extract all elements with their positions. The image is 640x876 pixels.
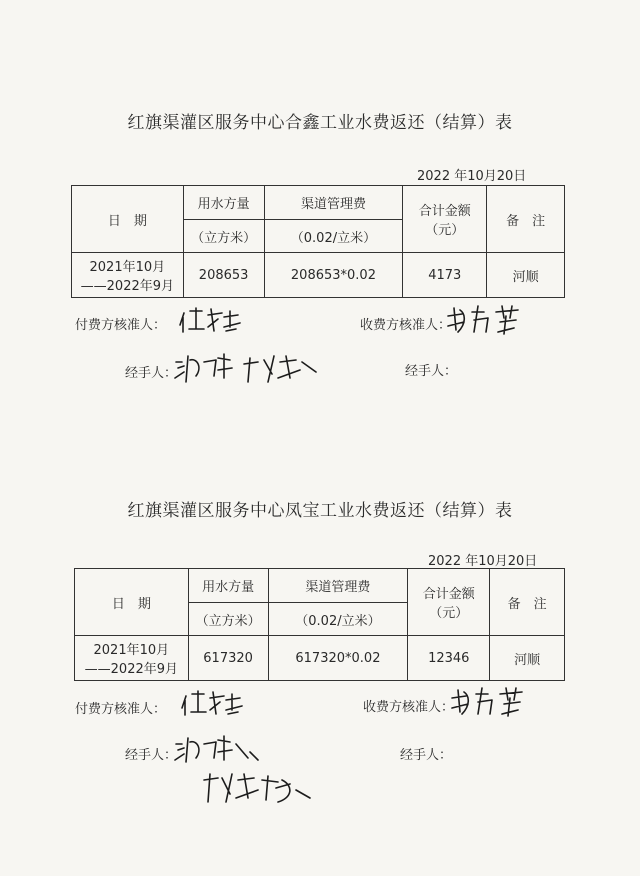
- handler-label-left: 经手人：: [125, 366, 178, 381]
- cell-total: 12346: [408, 636, 490, 681]
- header-fee: 渠道管理费: [264, 186, 403, 220]
- form-title: 红旗渠灌区服务中心凤宝工业水费返还（结算）表: [127, 501, 513, 521]
- header-note: 备 注: [487, 186, 565, 253]
- period-start: 2021年10月: [93, 643, 170, 658]
- fee-table: [71, 185, 565, 298]
- header-total: [408, 569, 490, 636]
- payer-reviewer-label: 付费方核准人：: [75, 702, 167, 717]
- header-fee-rate: （0.02/立米）: [264, 220, 403, 253]
- payee-reviewer-signature: [444, 302, 526, 338]
- payer-reviewer-label: 付费方核准人：: [75, 318, 167, 333]
- payer-reviewer-signature: [178, 305, 246, 335]
- header-total-unit: （元）: [425, 223, 465, 238]
- header-volume: 用水方量: [183, 186, 264, 220]
- payee-reviewer-signature: [448, 684, 530, 720]
- header-total: [403, 186, 487, 253]
- header-total-label: 合计金额: [418, 204, 471, 219]
- header-volume: 用水方量: [188, 569, 268, 603]
- cell-volume: 208653: [183, 253, 264, 298]
- payer-reviewer-signature: [180, 688, 248, 718]
- header-fee: 渠道管理费: [268, 569, 408, 603]
- handler-signature-left-second: [198, 768, 318, 808]
- handler-signature-left: [172, 348, 322, 388]
- header-date: 日 期: [75, 569, 189, 636]
- header-date: 日 期: [72, 186, 184, 253]
- cell-total: 4173: [403, 253, 487, 298]
- cell-period: [72, 253, 184, 298]
- cell-note: 河顺: [490, 636, 565, 681]
- header-volume-unit: （立方米）: [183, 220, 264, 253]
- payee-reviewer-label: 收费方核准人：: [360, 318, 452, 333]
- cell-fee-formula: 208653*0.02: [264, 253, 403, 298]
- form-date: 2022 年10月20日: [417, 169, 527, 184]
- payee-reviewer-label: 收费方核准人：: [363, 700, 455, 715]
- handler-label-right: 经手人：: [400, 748, 453, 763]
- period-end: ——2022年9月: [80, 279, 175, 294]
- header-volume-unit: （立方米）: [188, 603, 268, 636]
- header-total-unit: （元）: [429, 606, 469, 621]
- form-date: 2022 年10月20日: [428, 554, 538, 569]
- handler-label-right: 经手人：: [405, 364, 458, 379]
- handler-signature-left: [172, 732, 262, 766]
- header-note: 备 注: [490, 569, 565, 636]
- fee-table: [74, 568, 565, 681]
- period-start: 2021年10月: [89, 260, 166, 275]
- period-end: ——2022年9月: [84, 662, 179, 677]
- form-title: 红旗渠灌区服务中心合鑫工业水费返还（结算）表: [127, 113, 513, 133]
- cell-period: [75, 636, 189, 681]
- cell-volume: 617320: [188, 636, 268, 681]
- handler-label-left: 经手人：: [125, 748, 178, 763]
- header-total-label: 合计金额: [422, 587, 475, 602]
- cell-note: 河顺: [487, 253, 565, 298]
- header-fee-rate: （0.02/立米）: [268, 603, 408, 636]
- cell-fee-formula: 617320*0.02: [268, 636, 408, 681]
